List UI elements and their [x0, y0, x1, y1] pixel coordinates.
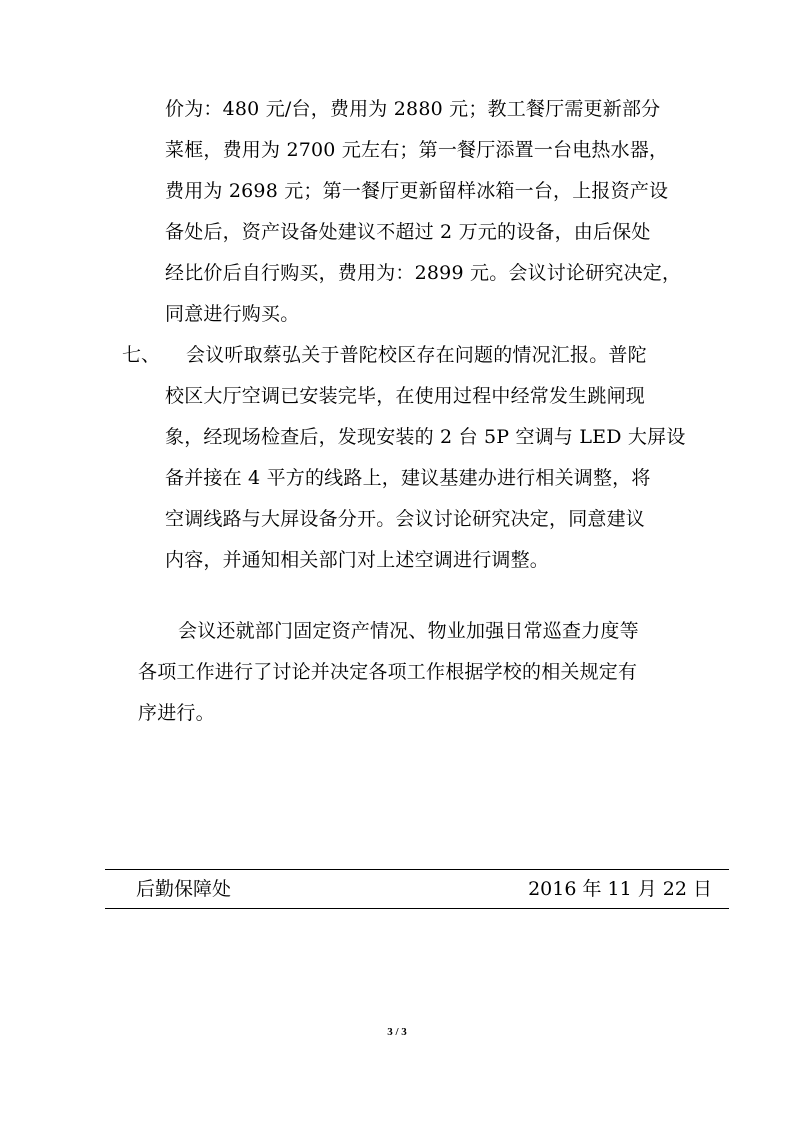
body-text-line: 校区大厅空调已安装完毕，在使用过程中经常发生跳闸现: [165, 385, 646, 407]
body-text-line: 内容，并通知相关部门对上述空调进行调整。: [165, 549, 550, 571]
footer-date: 2016 年 11 月 22 日: [528, 878, 712, 900]
body-text-line: 会议听取蔡弘关于普陀校区存在问题的情况汇报。普陀: [186, 344, 647, 366]
page-number: 3 / 3: [387, 1026, 407, 1038]
closing-text-line: 会议还就部门固定资产情况、物业加强日常巡查力度等: [178, 620, 639, 642]
body-text-line: 费用为 2698 元；第一餐厅更新留样冰箱一台，上报资产设: [165, 180, 669, 202]
body-text-line: 价为：480 元/台，费用为 2880 元；教工餐厅需更新部分: [165, 98, 661, 120]
body-text-line: 备并接在 4 平方的线路上，建议基建办进行相关调整，将: [165, 467, 651, 489]
closing-text-line: 各项工作进行了讨论并决定各项工作根据学校的相关规定有: [138, 661, 638, 683]
footer-department: 后勤保障处: [136, 878, 232, 900]
body-text-line: 菜框，费用为 2700 元左右；第一餐厅添置一台电热水器，: [165, 139, 669, 161]
footer-bottom-rule: [105, 908, 729, 909]
body-text-line: 备处后，资产设备处建议不超过 2 万元的设备，由后保处: [165, 221, 651, 243]
closing-text-line: 序进行。: [138, 702, 215, 724]
body-text-line: 经比价后自行购买，费用为：2899 元。会议讨论研究决定，: [165, 262, 682, 284]
body-text-line: 象，经现场检查后，发现安装的 2 台 5P 空调与 LED 大屏设: [165, 426, 686, 448]
footer-top-rule: [105, 869, 729, 870]
body-text-line: 空调线路与大屏设备分开。会议讨论研究决定，同意建议: [165, 508, 646, 530]
body-text-line: 同意进行购买。: [165, 303, 300, 325]
list-item-marker: 七、: [122, 344, 161, 366]
